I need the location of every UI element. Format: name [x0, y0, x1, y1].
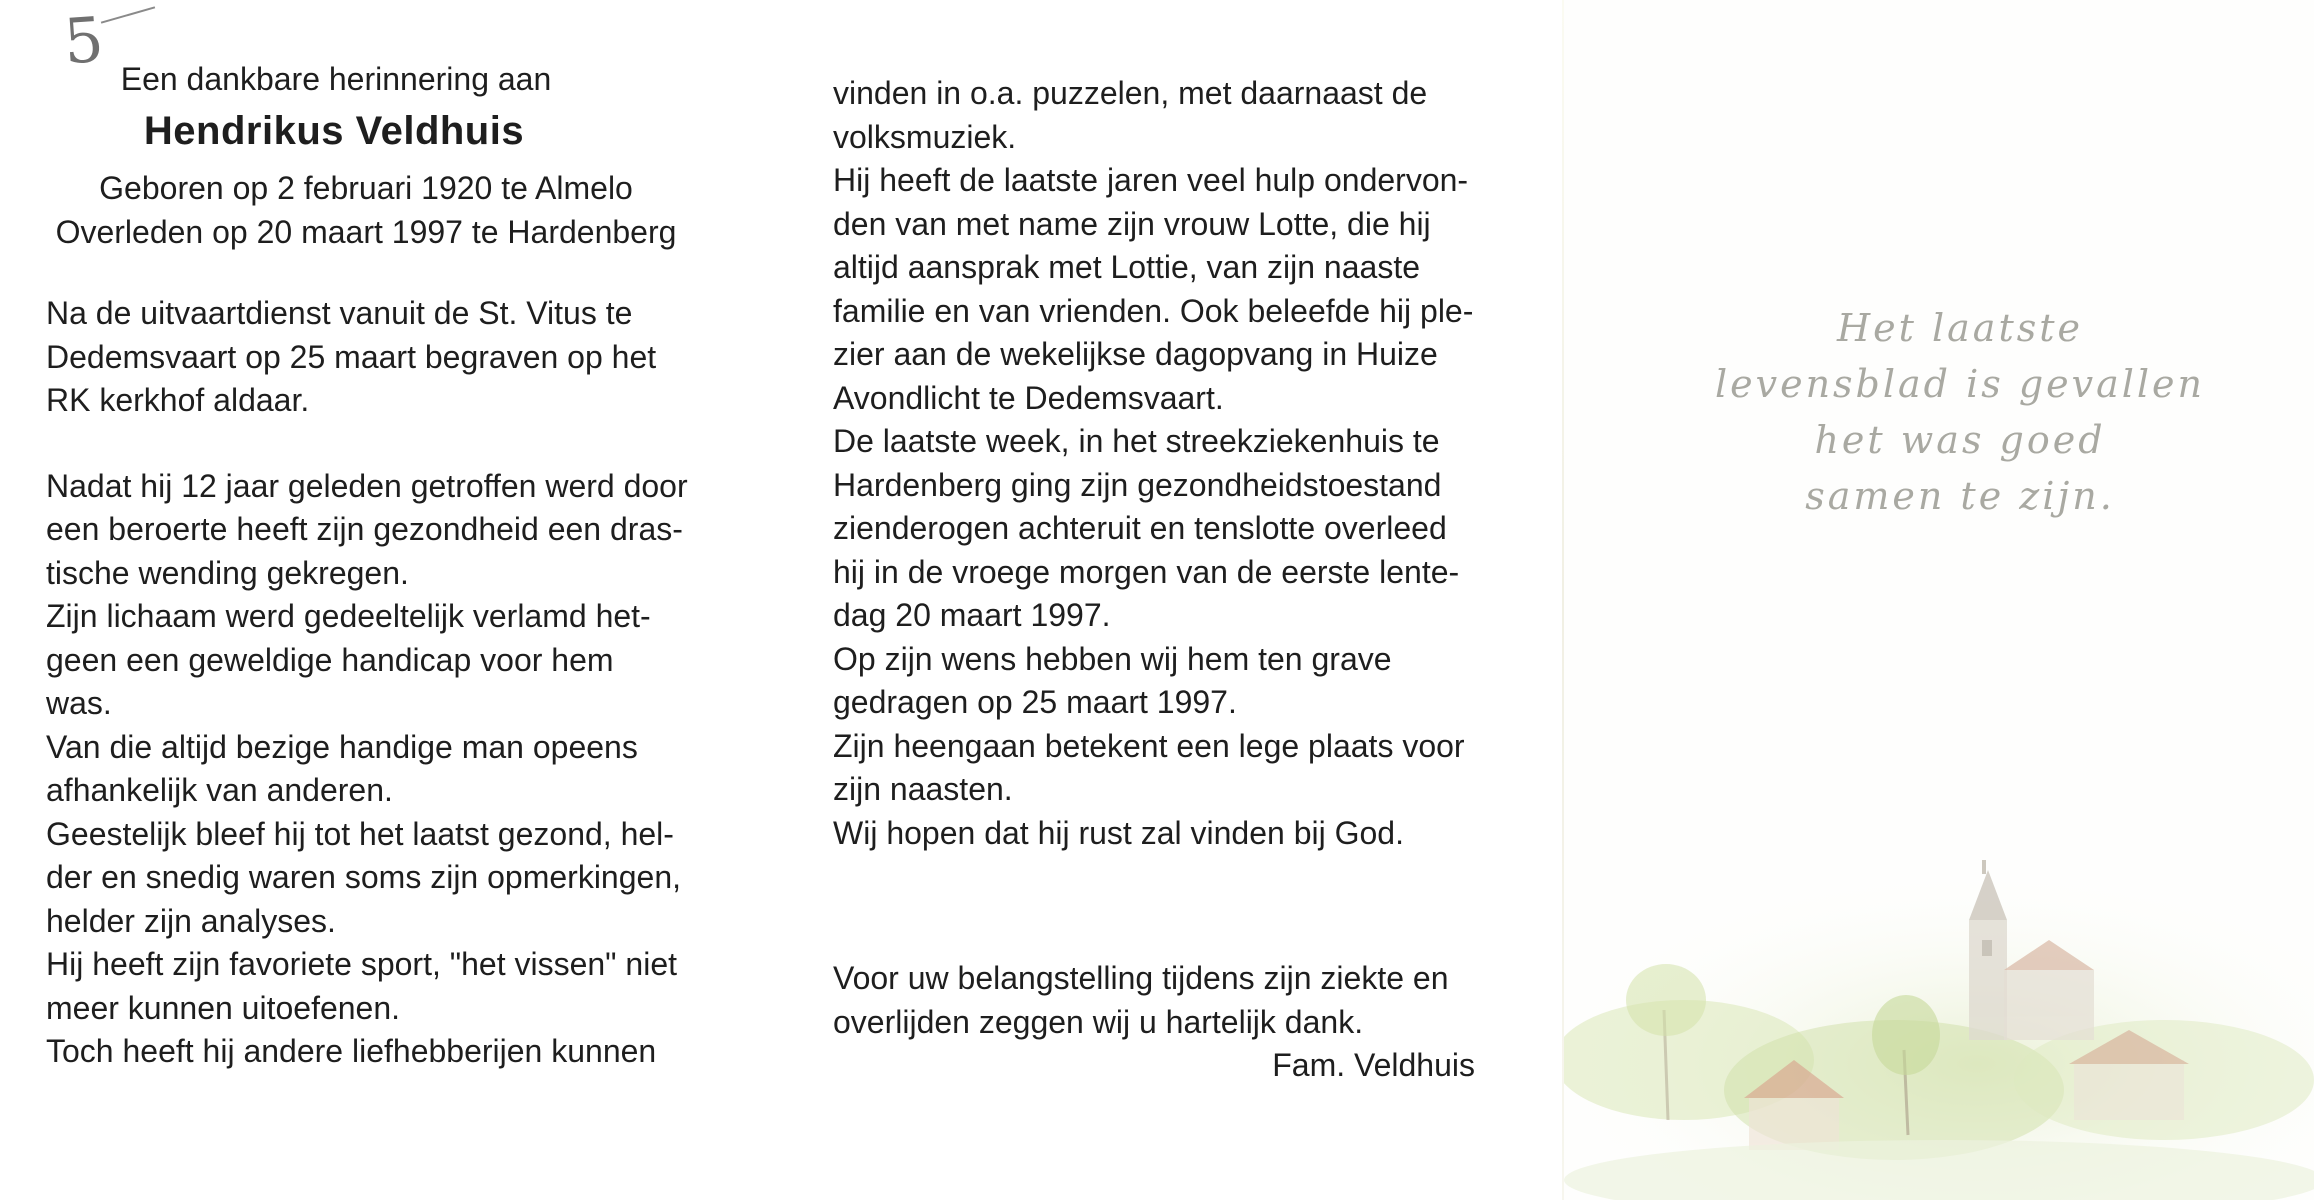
poem-line: levensblad is gevallen: [1714, 362, 2206, 406]
memorial-header: [46, 58, 696, 254]
intro-line: Een dankbare herinnering aan: [120, 61, 552, 97]
thanks-paragraph: Voor uw belangstelling tijdens zijn ziekte en overlijden zeggen wij u hartelijk dank.: [833, 960, 1449, 1040]
middle-text-column: [833, 72, 1475, 1088]
poem-line: samen te zijn.: [1805, 474, 2115, 518]
poem-line: Het laatste: [1837, 306, 2083, 350]
watercolor-village-illustration: [1564, 860, 2314, 1200]
death-line: Overleden op 20 maart 1997 te Hardenberg: [55, 213, 677, 250]
tree-crown: [1626, 964, 1706, 1036]
tree-crown: [1872, 995, 1940, 1075]
burial-paragraph: Na de uitvaartdienst vanuit de St. Vitus te Dedemsvaart op 25 maart begraven op het RK kerkhof aldaar.: [46, 295, 657, 418]
life-story-part-1: Nadat hij 12 jaar geleden getroffen werd door een beroerte heeft zijn gezondheid een dras- tische wending gekregen. Zijn lichaam werd gedeeltelijk verlamd het- geen een geweldige handicap voor hem was. Van die altijd bezige handige man opeens afhankelijk van anderen. Geestelijk bleef hij tot het laatst gezond, hel- der en snedig waren soms zijn opmerkingen, helder zijn analyses. Hij heeft zijn favoriete sport, "het vissen" niet meer kunnen uitoefenen. Toch heeft hij andere liefhebberijen kunnen: [46, 467, 688, 1069]
deceased-name: Hendrikus Veldhuis: [143, 108, 525, 153]
handwritten-page-number: 5: [61, 2, 106, 79]
birth-line: Geboren op 2 februari 1920 te Almelo: [99, 170, 633, 206]
left-text-column: [46, 58, 696, 1074]
poem-line: het was goed: [1814, 418, 2106, 462]
handwritten-stroke: [101, 6, 155, 23]
family-signature: Fam. Veldhuis: [1272, 1047, 1475, 1083]
life-story-part-2: vinden in o.a. puzzelen, met daarnaast de volksmuziek. Hij heeft de laatste jaren veel hulp ondervon- den van met name zijn vrouw Lotte, die hij altijd aansprak met Lottie, van zijn naaste familie en van vrienden. Ook beleefde hij ple- zier aan de wekelijkse dagopvang in Huize Avondlicht te Dedemsvaart. De laatste week, in het streekziekenhuis te Hardenberg ging zijn gezondheidstoestand zienderogen achteruit en tenslotte overleed hij in de vroege morgen van de eerste lente- dag 20 maart 1997. Op zijn wens hebben wij hem ten grave gedragen op 25 maart 1997. Zijn heengaan betekent een lege plaats voor zijn naasten. Wij hopen dat hij rust zal vinden bij God.: [833, 75, 1474, 851]
cover-poem: [1700, 300, 2220, 524]
